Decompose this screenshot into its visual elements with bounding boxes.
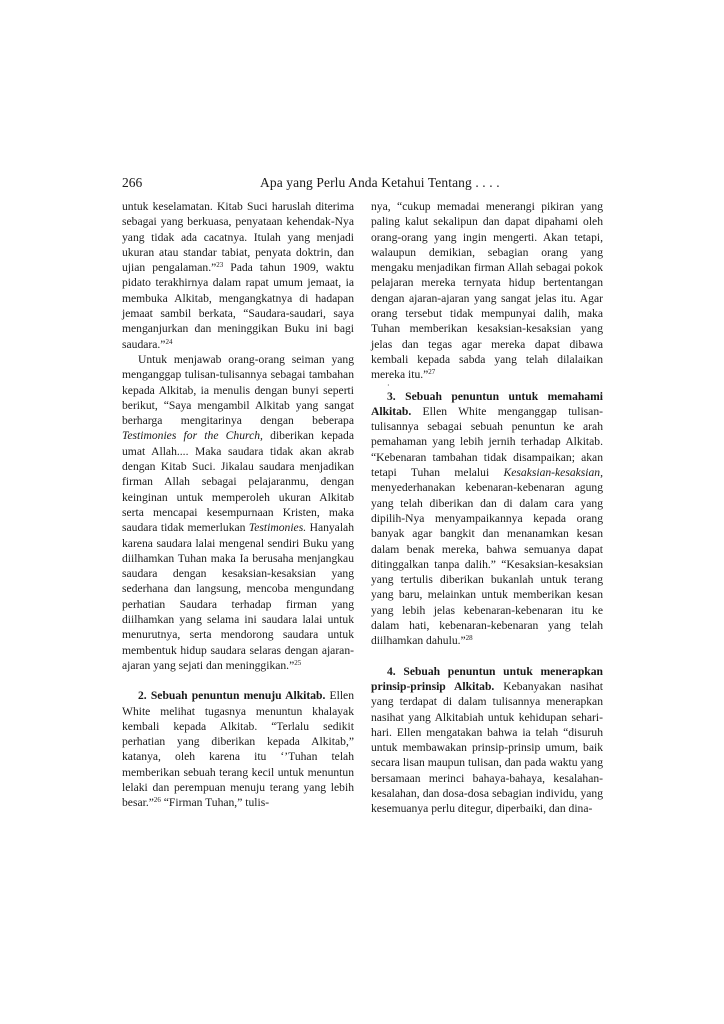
right-column [371,199,603,817]
footnote-ref-26: 26 [153,796,161,805]
text-span: Kebanyakan nasihat yang terdapat di dalam tulisannya menerapkan nasihat yang Alkitabiah untuk kehidupan sehari-hari. Ellen mengatakan bahwa ia telah “disuruh untuk membawakan prinsip-prinsip umum, baik secara lisan maupun tulisan, dan pada waktu yang bersamaan merinci bahaya-bahaya, kesalahan-kesalahan, dan dosa-dosa sebagian individu, yang kesemuanya perlu ditegur, diperbaiki, dan dina- [371,679,603,816]
text-span: Pada tahun 1909, waktu pidato terakhirnya dalam rapat umum jemaat, ia membuka Alkitab, mengangkatnya di hadapan jemaat sambil berkata, “Saudara-saudari, saya menganjurkan dan meninggikan Buku ini bagi saudara.” [122,261,354,351]
left-paragraph-3 [122,688,354,810]
footnote-ref-27: 27 [428,368,436,377]
right-paragraph-1 [371,199,603,383]
italic-title: Testimonies for the Church, [122,429,263,443]
text-span: diberikan kepada umat Allah.... Maka saudara tidak akan akrab dengan Kitab Suci. Jikalau saudara menjadikan firman Allah sebagai pelajaranmu, dengan keinginan untuk memperoleh ukuran Alkitab serta mencapai kesempurnaan Kristen, maka saudara tidak memerlukan [122,429,354,535]
running-title: Apa yang Perlu Anda Ketahui Tentang . . . . [260,175,500,190]
text-span: Ellen White menganggap tulisan-tulisannya sebagai sebuah penuntun ke arah pemahaman yang lebih jernih terhadap Alkitab. “Kebenaran tambahan tidak disampaikan; akan tetapi Tuhan melalui [371,404,603,480]
text-span: Untuk menjawab orang-orang seiman yang menganggap tulisan-tulisannya sebagai tambahan kepada Alkitab, ia menulis dengan bunyi seperti berikut, “Saya mengambil Alkitab yang sangat berharga mengitarinya dengan beberapa [122,352,354,428]
section-heading-4: 4. Sebuah penuntun untuk menerapkan prinsip-prinsip Alkitab. [371,664,603,693]
footnote-ref-23: 23 [216,261,224,270]
text-span: nya, “cukup memadai menerangi pikiran yang paling kalut sekalipun dan dapat dipahami oleh orang-orang yang ingin mengerti. Akan tetapi, walaupun demikian, sebagian orang yang mengaku menjadikan firman Allah sebagai pokok pelajaran mereka ternyata hidup bertentangan dengan ajaran-ajaran yang sangat jelas itu. Agar orang tersebut tidak mempunyai dalih, maka Tuhan memberikan kesaksian-kesaksian yang jelas dan tegas agar mereka dapat dibawa kembali kepada sabda yang telah dilalaikan mereka itu.” [371,200,603,382]
left-column [122,199,354,811]
text-span: menyederhanakan kebenaran-kebenaran agung yang telah diberikan dan di dalam cara yang dipilih-Nya menyampaikannya kepada orang banyak agar bangkit dan menanamkan kesan dalam benak mereka, bahwa semuanya dapat ditinggalkan tanpa dalih.” “Kesaksian-kesaksian yang tertulis diberikan bukanlah untuk terang yang baru, melainkan untuk memberikan kesan yang lebih jelas kebenaran-kebenaran itu ke dalam hati, kebenaran-kebenaran yang telah diilhamkan dahulu.” [371,481,603,648]
section-heading-2: 2. Sebuah penuntun menuju Alkitab. [138,689,326,703]
text-span: “Firman Tuhan,” tulis- [160,796,270,810]
page-header [122,174,606,192]
footnote-ref-28: 28 [465,634,473,643]
text-span: Hanyalah karena saudara lalai mengenal sendiri Buku yang diilhamkan Tuhan maka Ia berusaha menjangkau saudara dengan kesaksian-kesaksian yang sederhana dan langsung, mencoba mengundang perhatian Saudara terhadap firman yang diilhamkan yang selama ini saudara lalai untuk menurutnya, serta mendorong saudara untuk membentuk hidup saudara selaras dengan ajaran-ajaran yang sejati dan meninggikan.” [122,521,354,672]
text-span: Ellen White melihat tugasnya menuntun khalayak kembali kepada Alkitab. “Terlalu sedikit perhatian yang diberikan kepada Alkitab,” katanya, oleh karena itu ‘’Tuhan telah memberikan sebuah terang kecil untuk menuntun lelaki dan perempuan menuju terang yang lebih besar.” [122,689,354,810]
footnote-ref-24: 24 [165,337,173,346]
footnote-ref-25: 25 [294,658,302,667]
italic-title: Kesaksian-kesaksian, [503,466,603,480]
italic-title: Testimonies. [248,521,307,535]
right-paragraph-3 [371,664,603,817]
left-paragraph-1 [122,199,354,352]
stray-mark: · [387,380,390,390]
right-paragraph-2 [371,389,603,649]
text-span: untuk keselamatan. Kitab Suci haruslah diterima sebagai yang berkuasa, penyataan kehendak-Nya yang tidak ada cacatnya. Itulah yang menjadi ukuran atau standar tabiat, penyata doktrin, dan ujian pengalaman.” [122,200,354,275]
section-heading-3: 3. Sebuah penuntun untuk memahami Alkitab. [371,389,603,418]
page-number: 266 [122,175,143,190]
left-paragraph-2 [122,352,354,673]
